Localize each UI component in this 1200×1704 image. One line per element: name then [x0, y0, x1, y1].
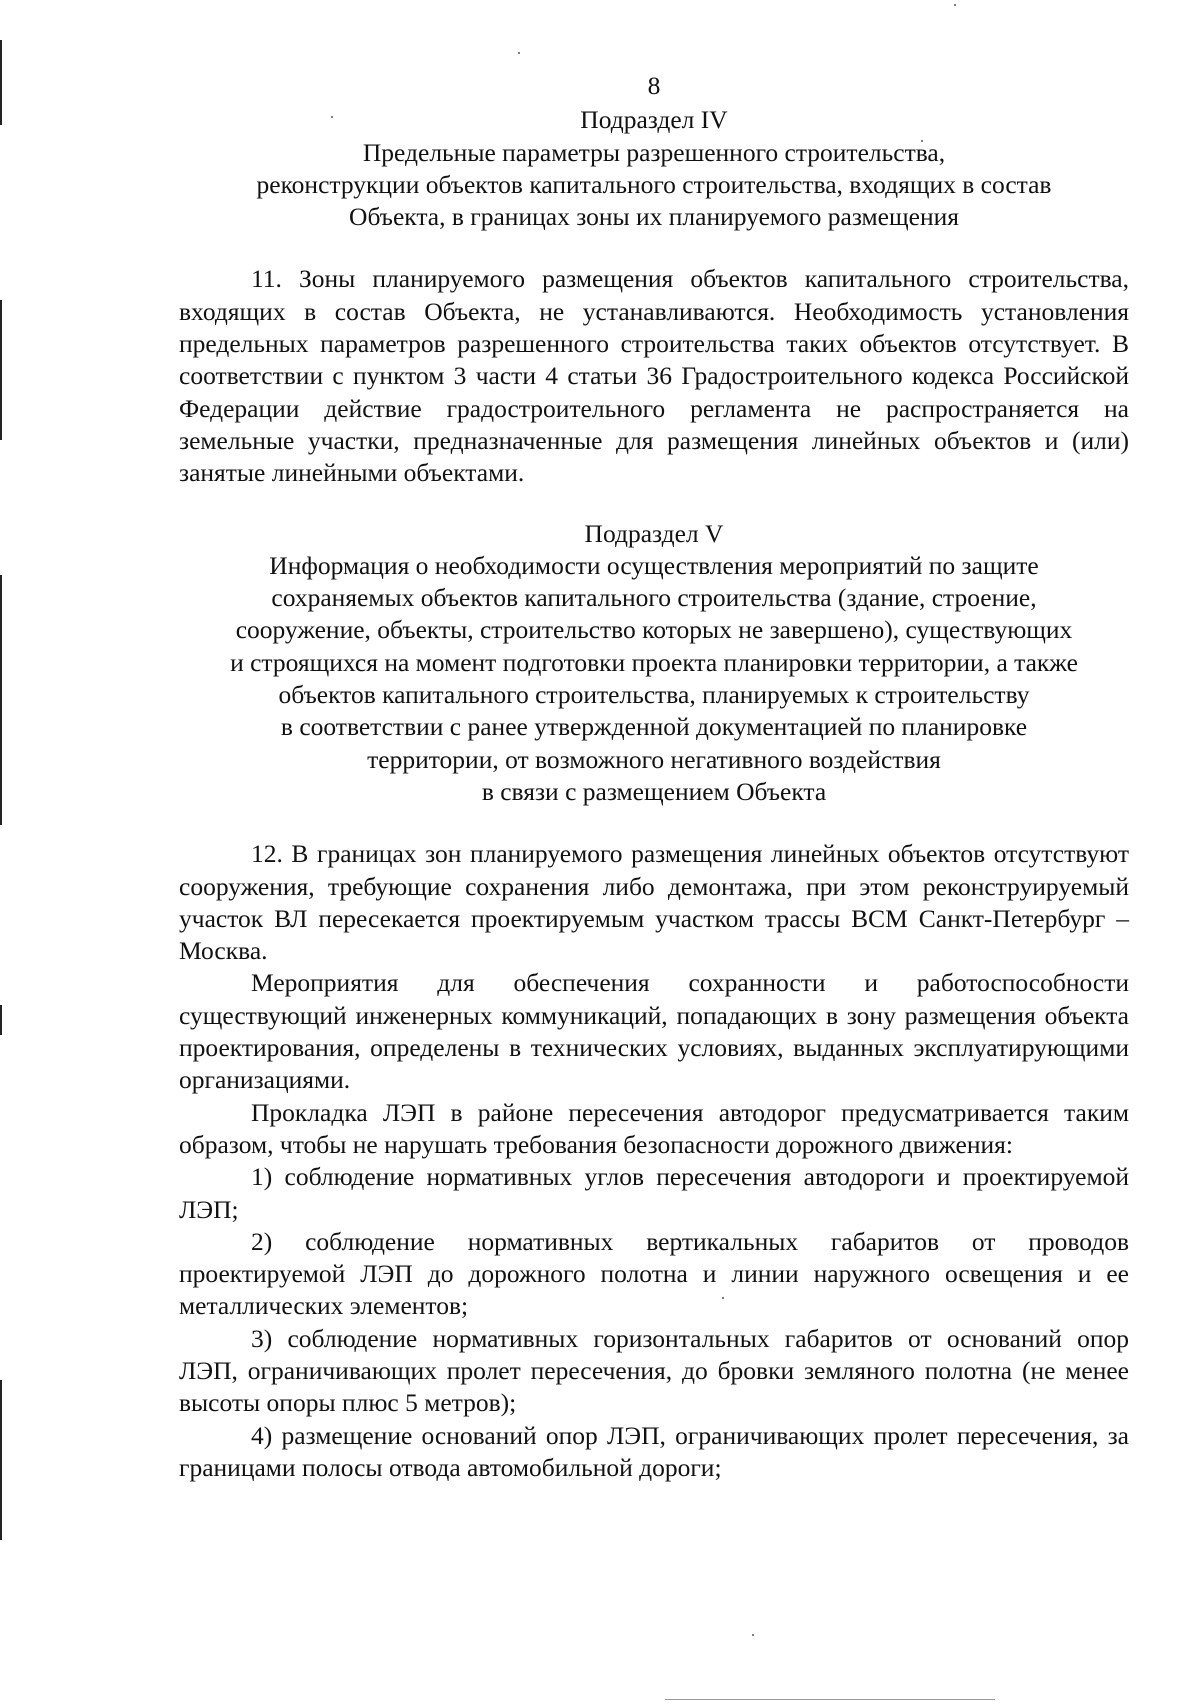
list-item: 2) соблюдение нормативных вертикальных габаритов от проводов проектируемой ЛЭП до дорожного полотна и линии наружного освещения и ее металлических элементов;	[179, 1226, 1129, 1321]
spacer	[179, 233, 1129, 263]
subsection-5-heading-line: территории, от возможного негативного воздействия	[367, 744, 941, 774]
spacer	[179, 490, 1129, 518]
scan-bottom-rule	[665, 1699, 995, 1700]
scan-speck	[518, 52, 520, 54]
subsection-5-heading-line: в связи с размещением Объекта	[481, 776, 827, 806]
list-item: 4) размещение оснований опор ЛЭП, ограничивающих пролет пересечения, за границами полосы отвода автомобильной дороги;	[179, 1420, 1129, 1482]
paragraph-lep: Прокладка ЛЭП в районе пересечения автодорог предусматривается таким образом, чтобы не нарушать требования безопасности дорожного движения:	[179, 1097, 1129, 1159]
subsection-5-heading-line: и строящихся на момент подготовки проекта планировки территории, а также	[230, 647, 1078, 677]
scan-speck	[752, 1634, 754, 1636]
paragraph-11: 11. Зоны планируемого размещения объектов капитального строительства, входящих в состав Объекта, не устанавливаются. Необходимость установления предельных параметров разрешенного строительства таких объектов отсутствует. В соответствии с пунктом 3 части 4 статьи 36 Градостроительного кодекса Российской Федерации действие градостроительного регламента не распространяется на земельные участки, предназначенные для размещения линейных объектов и (или) занятые линейными объектами.	[179, 264, 1129, 488]
page-number: 8	[647, 71, 661, 100]
subsection-4-title: Подраздел IV	[580, 105, 728, 135]
subsection-5-heading-line: Информация о необходимости осуществления мероприятий по защите	[269, 550, 1039, 580]
list-item: 1) соблюдение нормативных углов пересечения автодороги и проектируемой ЛЭП;	[179, 1162, 1129, 1224]
subsection-5-heading-line: в соответствии с ранее утвержденной документацией по планировке	[280, 712, 1028, 742]
page-body	[179, 70, 1129, 1484]
subsection-5-heading-line: сохраняемых объектов капитального строительства (здание, строение,	[271, 583, 1037, 613]
scan-edge-mark	[0, 1005, 2, 1035]
paragraph-12: 12. В границах зон планируемого размещения линейных объектов отсутствуют сооружения, требующие сохранения либо демонтажа, при этом реконструируемый участок ВЛ пересекается проектируемым участком трассы ВСМ Санкт-Петербург – Москва.	[179, 839, 1129, 966]
scan-edge-mark	[0, 1380, 2, 1540]
scan-edge-mark	[0, 300, 2, 440]
subsection-5-heading-line: объектов капитального строительства, планируемых к строительству	[278, 680, 1030, 710]
scan-edge-mark	[0, 575, 2, 825]
list-item: 3) соблюдение нормативных горизонтальных габаритов от оснований опор ЛЭП, ограничивающих пролет пересечения, до бровки земляного полотна (не менее высоты опоры плюс 5 метров);	[179, 1323, 1129, 1418]
subsection-4-heading-line: Предельные параметры разрешенного строительства,	[362, 137, 946, 167]
paragraph-measures: Мероприятия для обеспечения сохранности и работоспособности существующий инженерных коммуникаций, попадающих в зону размещения объекта проектирования, определены в технических условиях, выданных эксплуатирующими организациями.	[179, 968, 1129, 1095]
subsection-4-heading-line: реконструкции объектов капитального строительства, входящих в состав	[256, 169, 1052, 199]
subsection-5-heading	[179, 518, 1129, 809]
subsection-5-heading-line: сооружение, объекты, строительство которых не завершено), существующих	[235, 615, 1073, 645]
scan-edge-mark	[0, 40, 2, 125]
scan-speck	[954, 4, 956, 6]
subsection-4-heading-line: Объекта, в границах зоны их планируемого размещения	[349, 202, 959, 232]
subsection-4-heading	[179, 104, 1129, 233]
spacer	[179, 808, 1129, 838]
subsection-5-title: Подраздел V	[584, 518, 724, 548]
